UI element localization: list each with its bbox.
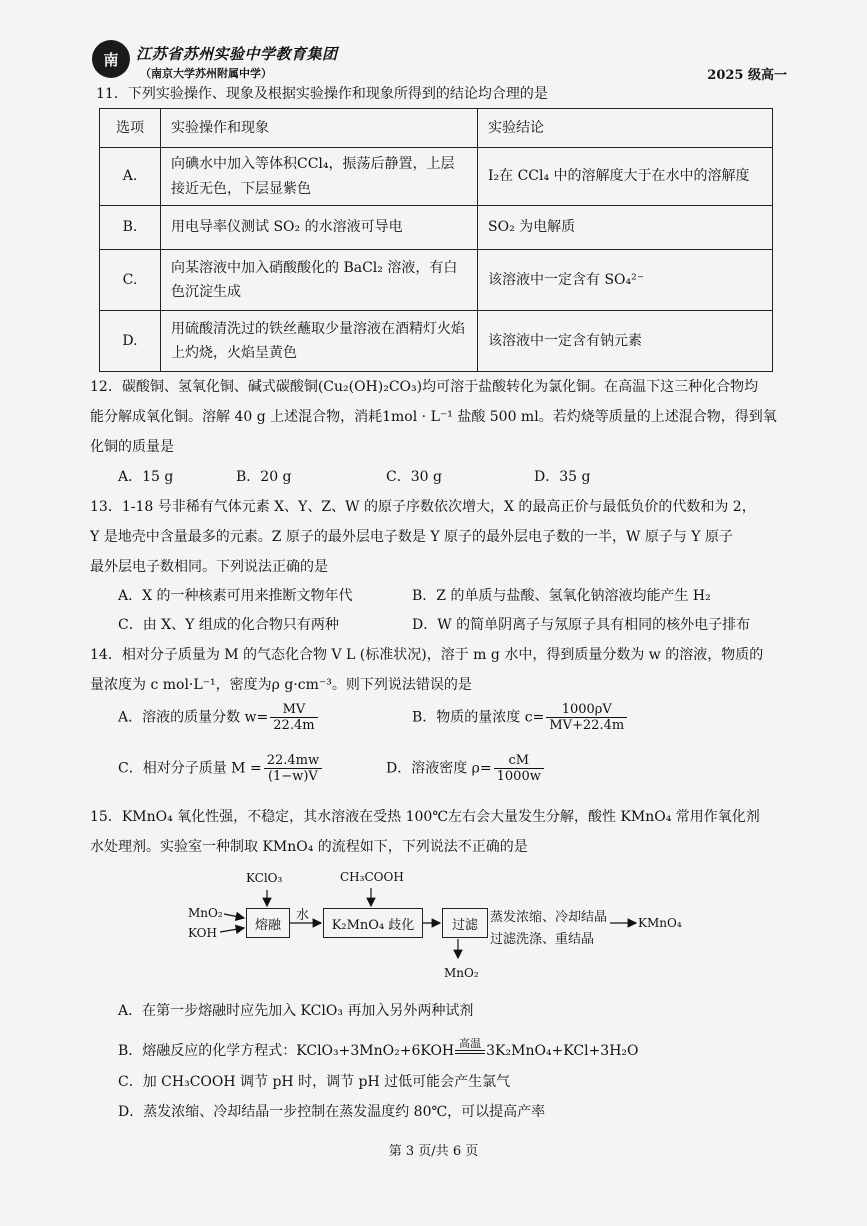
q12-line-3: 化铜的质量是: [90, 439, 174, 455]
q15-line-1: 15．KMnO₄ 氧化性强，不稳定，其水溶液在受热 100℃左右会大量发生分解，酸性 KMnO₄ 常用作氧化剂: [90, 809, 760, 825]
q15-option-d: D．蒸发浓缩、冷却结晶一步控制在蒸发温度约 80℃，可以提高产率: [118, 1104, 546, 1120]
q13-option-b: B．Z 的单质与盐酸、氢氧化钠溶液均能产生 H₂: [412, 588, 711, 604]
grade-label: 2025 级高一: [707, 68, 787, 83]
q11-stem: 11．下列实验操作、现象及根据实验操作和现象所得到的结论均合理的是: [96, 86, 548, 102]
flow-box-filter: 过滤: [442, 908, 488, 938]
q13-option-d: D．W 的简单阴离子与氖原子具有相同的核外电子排布: [412, 617, 751, 633]
table-row: [100, 148, 773, 206]
fraction-denominator: (1−w)V: [267, 769, 318, 784]
q14-option-d-fraction: [494, 753, 544, 784]
q11-table: [99, 108, 773, 372]
q12-line-2: 能分解成氧化铜。溶解 40 g 上述混合物，消耗1mol · L⁻¹ 盐酸 500 ml。若灼烧等质量的上述混合物，得到氧: [90, 409, 777, 425]
table-row: [100, 311, 773, 372]
q15-option-b: [118, 1038, 639, 1060]
fraction-numerator: 22.4mw: [264, 753, 322, 769]
flow-box-disproportionation: K₂MnO₄ 歧化: [323, 908, 423, 938]
q12-option-a: A．15 g: [118, 469, 174, 485]
fraction-denominator: 1000w: [496, 769, 541, 784]
fraction-numerator: cM: [494, 753, 544, 769]
q14-option-b: [412, 702, 629, 733]
q14-option-d-prefix: D．溶液密度 ρ=: [386, 760, 492, 777]
fraction-denominator: 22.4m: [273, 718, 315, 733]
page-number: 第 3 页/共 6 页: [388, 1144, 479, 1159]
flow-water-label: 水: [296, 908, 310, 923]
q12-option-b: B．20 g: [236, 469, 292, 485]
row-conclusion: 该溶液中一定含有 SO₄²⁻: [478, 250, 773, 311]
q13-option-c: C．由 X、Y 组成的化合物只有两种: [118, 617, 339, 633]
q14-option-b-prefix: B．物质的量浓度 c=: [412, 709, 545, 726]
row-conclusion: I₂在 CCl₄ 中的溶解度大于在水中的溶解度: [478, 148, 773, 206]
flow-product-label: KMnO₄: [638, 916, 682, 930]
q13-line-2: Y 是地壳中含量最多的元素。Z 原子的最外层电子数是 Y 原子的最外层电子数的一半，W 原子与 Y 原子: [90, 529, 733, 545]
q14-option-d: [386, 753, 546, 784]
q12-option-d: D．35 g: [534, 469, 591, 485]
q15-option-a: A．在第一步熔融时应先加入 KClO₃ 再加入另外两种试剂: [118, 1003, 474, 1019]
flow-kclo3-label: KClO₃: [246, 871, 283, 885]
row-operation: 用电导率仪测试 SO₂ 的水溶液可导电: [161, 206, 478, 250]
q13-line-3: 最外层电子数相同。下列说法正确的是: [90, 559, 328, 575]
q14-option-c-prefix: C．相对分子质量 M =: [118, 760, 262, 777]
q13-line-1: 13．1-18 号非稀有气体元素 X、Y、Z、W 的原子序数依次增大，X 的最高正价与最低负价的代数和为 2，: [90, 499, 756, 515]
row-conclusion: SO₂ 为电解质: [478, 206, 773, 250]
q14-option-a: [118, 702, 320, 733]
flow-koh-label: KOH: [188, 926, 217, 940]
q14-option-a-prefix: A．溶液的质量分数 w=: [118, 709, 269, 726]
flow-box-melting: 熔融: [246, 908, 290, 938]
school-logo: 南: [92, 40, 130, 78]
table-row: [100, 206, 773, 250]
school-subtitle: （南京大学苏州附属中学）: [140, 67, 272, 80]
school-name: 江苏省苏州实验中学教育集团: [136, 45, 338, 63]
equals-sign: [455, 1050, 485, 1054]
flow-ch3cooh-label: CH₃COOH: [340, 870, 404, 884]
q14-line-1: 14．相对分子质量为 M 的气态化合物 V L (标准状况)，溶于 m g 水中，得到质量分数为 w 的溶液，物质的: [90, 647, 764, 663]
flow-mno2-input-label: MnO₂: [188, 906, 223, 920]
row-operation: 用硫酸清洗过的铁丝蘸取少量溶液在酒精灯火焰上灼烧，火焰呈黄色: [161, 311, 478, 372]
q14-option-c: [118, 753, 324, 784]
header-operation: 实验操作和现象: [161, 109, 478, 148]
header-option: 选项: [100, 109, 161, 148]
q15-line-2: 水处理剂。实验室一种制取 KMnO₄ 的流程如下，下列说法不正确的是: [90, 839, 528, 855]
row-option: C.: [100, 250, 161, 311]
q14-option-c-fraction: [264, 753, 322, 784]
row-option: A.: [100, 148, 161, 206]
q15-option-b-text: B．熔融反应的化学方程式：KClO₃+3MnO₂+6KOH: [118, 1043, 455, 1059]
q15-flow-diagram: [180, 866, 700, 986]
table-row: [100, 250, 773, 311]
q14-line-2: 量浓度为 c mol·L⁻¹，密度为ρ g·cm⁻³。则下列说法错误的是: [90, 677, 472, 693]
q12-line-1: 12．碳酸铜、氢氧化铜、碱式碳酸铜(Cu₂(OH)₂CO₃)均可溶于盐酸转化为氯化铜。在高温下这三种化合物均: [90, 379, 759, 395]
fraction-numerator: 1000ρV: [546, 702, 627, 718]
reaction-condition: 高温: [459, 1037, 482, 1050]
fraction-denominator: MV+22.4m: [549, 718, 625, 733]
flow-byproduct-label: MnO₂: [444, 966, 479, 980]
reaction-products: 3K₂MnO₄+KCl+3H₂O: [486, 1043, 639, 1059]
row-option: B.: [100, 206, 161, 250]
row-operation: 向碘水中加入等体积CCl₄，振荡后静置，上层接近无色，下层显紫色: [161, 148, 478, 206]
flow-step-evaporate-label: 蒸发浓缩、冷却结晶: [490, 910, 608, 925]
row-conclusion: 该溶液中一定含有钠元素: [478, 311, 773, 372]
flow-step-wash-label: 过滤洗涤、重结晶: [490, 932, 595, 947]
q15-option-c: C．加 CH₃COOH 调节 pH 时，调节 pH 过低可能会产生氯气: [118, 1074, 511, 1090]
q14-option-a-fraction: [270, 702, 317, 733]
row-option: D.: [100, 311, 161, 372]
row-operation: 向某溶液中加入硝酸酸化的 BaCl₂ 溶液，有白色沉淀生成: [161, 250, 478, 311]
fraction-numerator: MV: [270, 702, 317, 718]
q12-option-c: C．30 g: [386, 469, 442, 485]
header-conclusion: 实验结论: [478, 109, 773, 148]
reaction-arrow: [455, 1038, 485, 1060]
q14-option-b-fraction: [546, 702, 627, 733]
q13-option-a: A．X 的一种核素可用来推断文物年代: [118, 588, 353, 604]
table-header-row: [100, 109, 773, 148]
